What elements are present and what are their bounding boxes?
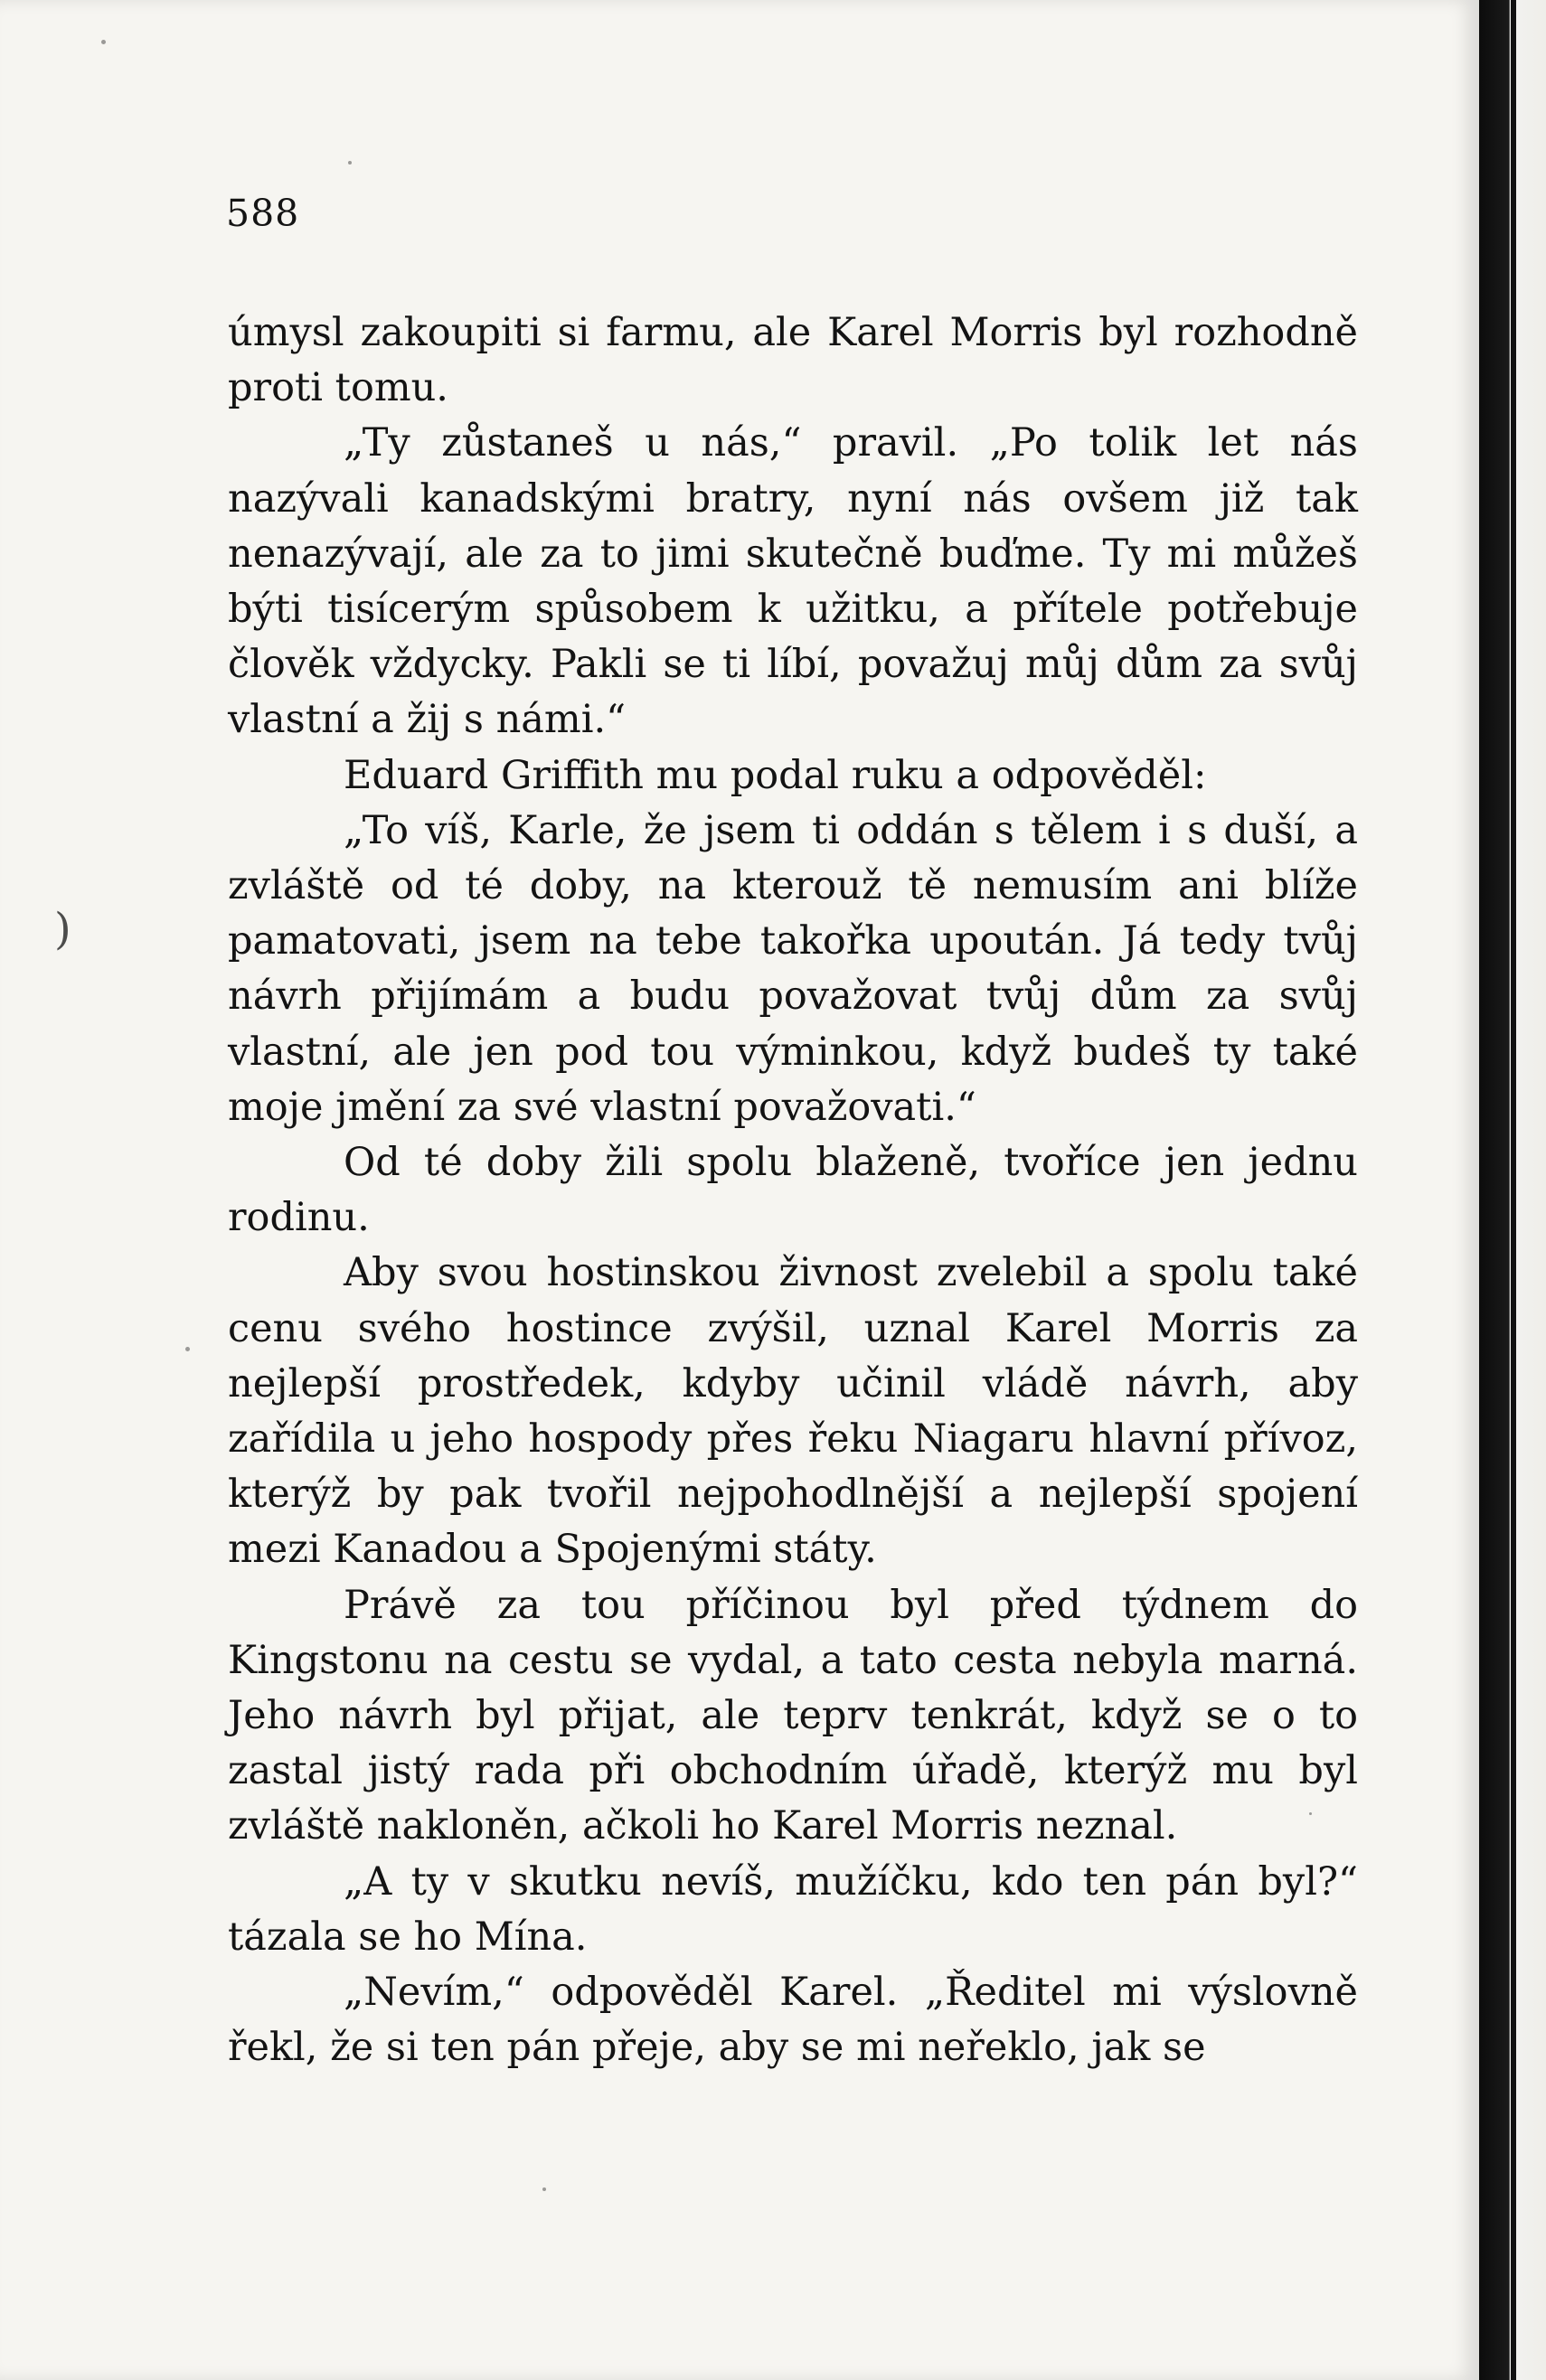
- paper-speck: [1309, 1812, 1312, 1815]
- paragraph: úmysl zakoupiti si farmu, ale Karel Morris byl rozhodně proti tomu.: [228, 310, 1358, 411]
- paragraph: „A ty v skutku nevíš, mužíčku, kdo ten pán byl?“ tázala se ho Mína.: [228, 1858, 1358, 1960]
- paragraph: Eduard Griffith mu podal ruku a odpověděl:: [344, 752, 1207, 798]
- margin-bracket-mark: ): [54, 904, 71, 955]
- paragraph: „Ty zůstaneš u nás,“ pravil. „Po tolik let nás nazývali kanadskými bratry, nyní nás ovšem již tak nenazývají, ale za to jimi skutečně buďme. Ty mi můžeš býti tisícerým spůsobem k užitku, a přítele potřebuje člověk vždycky. Pakli se ti líbí, považuj můj dům za svůj vlastní a žij s námi.“: [228, 420, 1358, 743]
- paper-speck: [542, 2187, 546, 2191]
- paragraph: Právě za tou příčinou byl před týdnem do Kingstonu na cestu se vydal, a tato cesta nebyla marná. Jeho návrh byl přijat, ale teprv tenkrát, když se o to zastal jistý rada při obchodním úřadě, kterýž mu byl zvláště nakloněn, ačkoli ho Karel Morris neznal.: [228, 1582, 1358, 1849]
- body-text: [228, 306, 1358, 2076]
- page-edge: [1479, 0, 1546, 2380]
- paper-speck: [101, 40, 106, 44]
- paragraph: „To víš, Karle, že jsem ti oddán s tělem i s duší, a zvláště od té doby, na kterouž tě nemusím ani blíže pamatovati, jsem na tebe takořka upoután. Já tedy tvůj návrh přijímám a budu považovat tvůj dům za svůj vlastní, ale jen pod tou výminkou, když budeš ty také moje jmění za své vlastní považovati.“: [228, 807, 1358, 1130]
- paragraph: Aby svou hostinskou živnost zvelebil a spolu také cenu svého hostince zvýšil, uznal Karel Morris za nejlepší prostředek, kdyby učinil vládě návrh, aby zařídila u jeho hospody přes řeku Niagaru hlavní přívoz, kterýž by pak tvořil nejpohodlnější a nejlepší spojení mezi Kanadou a Spojenými státy.: [228, 1250, 1358, 1573]
- paper-speck: [348, 161, 352, 165]
- paragraph: „Nevím,“ odpověděl Karel. „Ředitel mi výslovně řekl, že si ten pán přeje, aby se mi neřeklo, jak se: [228, 1970, 1358, 2071]
- page-number: 588: [226, 192, 300, 235]
- paper-speck: [185, 1347, 190, 1351]
- paragraph: Od té doby žili spolu blaženě, tvoříce jen jednu rodinu.: [228, 1140, 1358, 1241]
- binding-shadow: [1511, 0, 1516, 2380]
